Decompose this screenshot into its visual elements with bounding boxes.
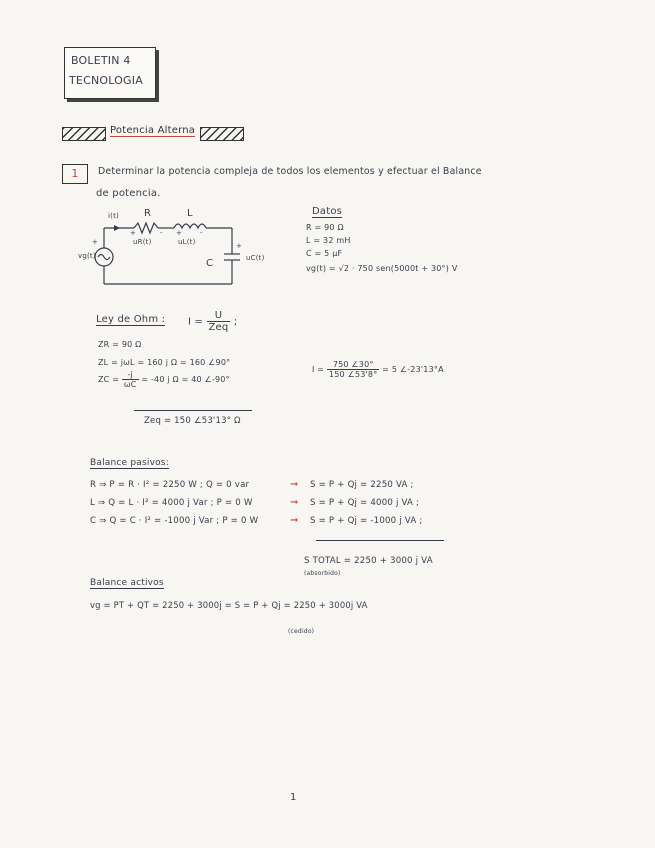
pasivos-total-note: (absorbido) — [304, 570, 341, 577]
section-label: Potencia Alterna — [110, 125, 196, 136]
i-lhs: I = — [312, 365, 325, 374]
pasivos-row-rhs: S = P + Qj = 4000 j VA ; — [310, 498, 420, 508]
i-rhs: = 5 ∠-23'13°A — [382, 365, 444, 374]
source-label: vg(t) — [78, 252, 96, 260]
pasivos-row-rhs: S = P + Qj = 2250 VA ; — [310, 480, 414, 490]
problem-number: 1 — [62, 164, 88, 184]
arrow-icon: ➞ — [290, 515, 299, 526]
page-number: 1 — [290, 792, 297, 803]
zr-line: ZR = 90 Ω — [98, 340, 142, 349]
i-numerator: 750 ∠30° — [327, 360, 379, 370]
problem-statement-2: de potencia. — [96, 188, 161, 199]
minus-sign: - — [200, 229, 203, 237]
hatch-right — [200, 127, 244, 141]
divider — [134, 410, 252, 411]
plus-sign: + — [92, 238, 99, 246]
formula-end: ; — [233, 316, 238, 328]
pasivos-row-lhs: L ⇒ Q = L · I² = 4000 j Var ; P = 0 W — [90, 498, 253, 508]
activos-title: Balance activos — [90, 578, 164, 588]
i-denominator: 150 ∠53'8° — [328, 370, 378, 379]
ul-label: uL(t) — [178, 238, 196, 246]
ohm-title: Ley de Ohm : — [96, 314, 166, 325]
capacitor-label: C — [206, 258, 214, 269]
circuit-diagram — [74, 206, 284, 292]
formula-fraction — [207, 310, 231, 333]
zc-lhs: ZC = — [98, 375, 120, 384]
inductor-label: L — [187, 208, 193, 219]
current-label: i(t) — [108, 212, 119, 220]
title-line-2: TECNOLOGIA — [69, 74, 143, 87]
title-line-1: BOLETIN 4 — [71, 54, 131, 67]
ohm-formula — [188, 310, 237, 333]
arrow-icon: ➞ — [290, 497, 299, 508]
zl-line: ZL = jωL = 160 j Ω = 160 ∠90° — [98, 358, 231, 367]
pasivos-total: S TOTAL = 2250 + 3000 j VA — [304, 556, 433, 566]
datos-line: R = 90 Ω — [306, 223, 344, 232]
zeq-result: Zeq = 150 ∠53'13° Ω — [144, 416, 241, 426]
minus-sign: - — [160, 229, 163, 237]
zc-fraction — [122, 370, 139, 389]
activos-note: (cedido) — [288, 628, 315, 635]
resistor-label: R — [144, 208, 152, 219]
i-fraction — [327, 360, 379, 379]
zc-line — [98, 370, 230, 389]
zc-numerator: -j — [122, 370, 139, 380]
divider — [316, 540, 444, 541]
arrow-icon: ➞ — [290, 479, 299, 490]
plus-sign: + — [130, 229, 137, 237]
pasivos-row-rhs: S = P + Qj = -1000 j VA ; — [310, 516, 423, 526]
datos-title: Datos — [312, 206, 343, 217]
title-box — [64, 47, 156, 99]
zc-rhs: = -40 j Ω = 40 ∠-90° — [141, 375, 230, 384]
uc-label: uC(t) — [246, 254, 265, 262]
datos-line: C = 5 μF — [306, 249, 343, 258]
plus-sign: + — [236, 242, 243, 250]
formula-numerator: U — [207, 310, 231, 322]
formula-denominator: Zeq — [208, 322, 229, 333]
formula-lhs: I = — [188, 316, 204, 328]
current-result — [312, 360, 444, 379]
pasivos-row-lhs: R ⇒ P = R · I² = 2250 W ; Q = 0 var — [90, 480, 250, 490]
ur-label: uR(t) — [133, 238, 152, 246]
activos-line: vg = PT + QT = 2250 + 3000j = S = P + Qj = 2250 + 3000j VA — [90, 600, 368, 610]
plus-sign: + — [176, 229, 183, 237]
problem-statement-1: Determinar la potencia compleja de todos los elementos y efectuar el Balance — [98, 166, 482, 177]
datos-line: L = 32 mH — [306, 236, 351, 245]
inductor-symbol — [174, 224, 206, 228]
section-header — [62, 124, 244, 142]
datos-line: vg(t) = √2 · 750 sen(5000t + 30°) V — [306, 264, 458, 273]
zc-denominator: ωC — [123, 380, 137, 389]
pasivos-row-lhs: C ⇒ Q = C · I² = -1000 j Var ; P = 0 W — [90, 516, 259, 526]
hatch-left — [62, 127, 106, 141]
pasivos-title: Balance pasivos: — [90, 458, 169, 468]
resistor-symbol — [134, 223, 158, 233]
